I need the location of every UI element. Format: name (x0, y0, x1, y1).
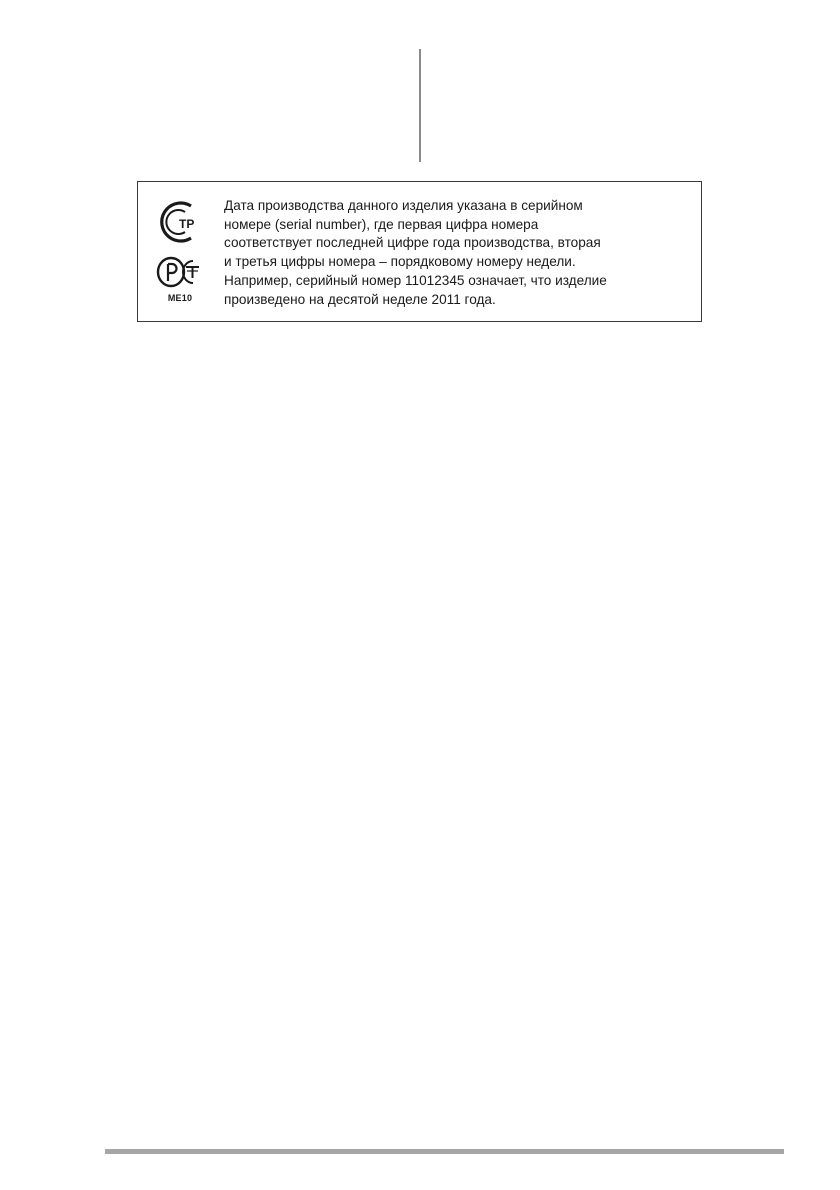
center-vertical-rule (419, 49, 421, 162)
manufacture-date-notice (137, 181, 702, 322)
notice-line: произведено на десятой неделе 2011 года. (224, 291, 496, 307)
tr-conformity-mark-icon (156, 200, 202, 244)
svg-text:ТР: ТР (179, 217, 195, 231)
notice-line: Например, серийный номер 11012345 означает, что изделие (224, 272, 607, 288)
notice-line: соответствует последней цифре года производства, вторая (224, 235, 601, 251)
notice-line: и третья цифры номера – порядковому номеру недели. (224, 254, 576, 270)
gost-r-conformity-mark-icon (156, 256, 202, 288)
notice-text (224, 197, 694, 309)
certificate-code: ME10 (167, 293, 193, 303)
footer-rule (105, 1149, 784, 1154)
certification-marks (155, 197, 205, 307)
notice-line: номере (serial number), где первая цифра номера (224, 216, 539, 232)
notice-line: Дата производства данного изделия указана в серийном (224, 198, 583, 213)
